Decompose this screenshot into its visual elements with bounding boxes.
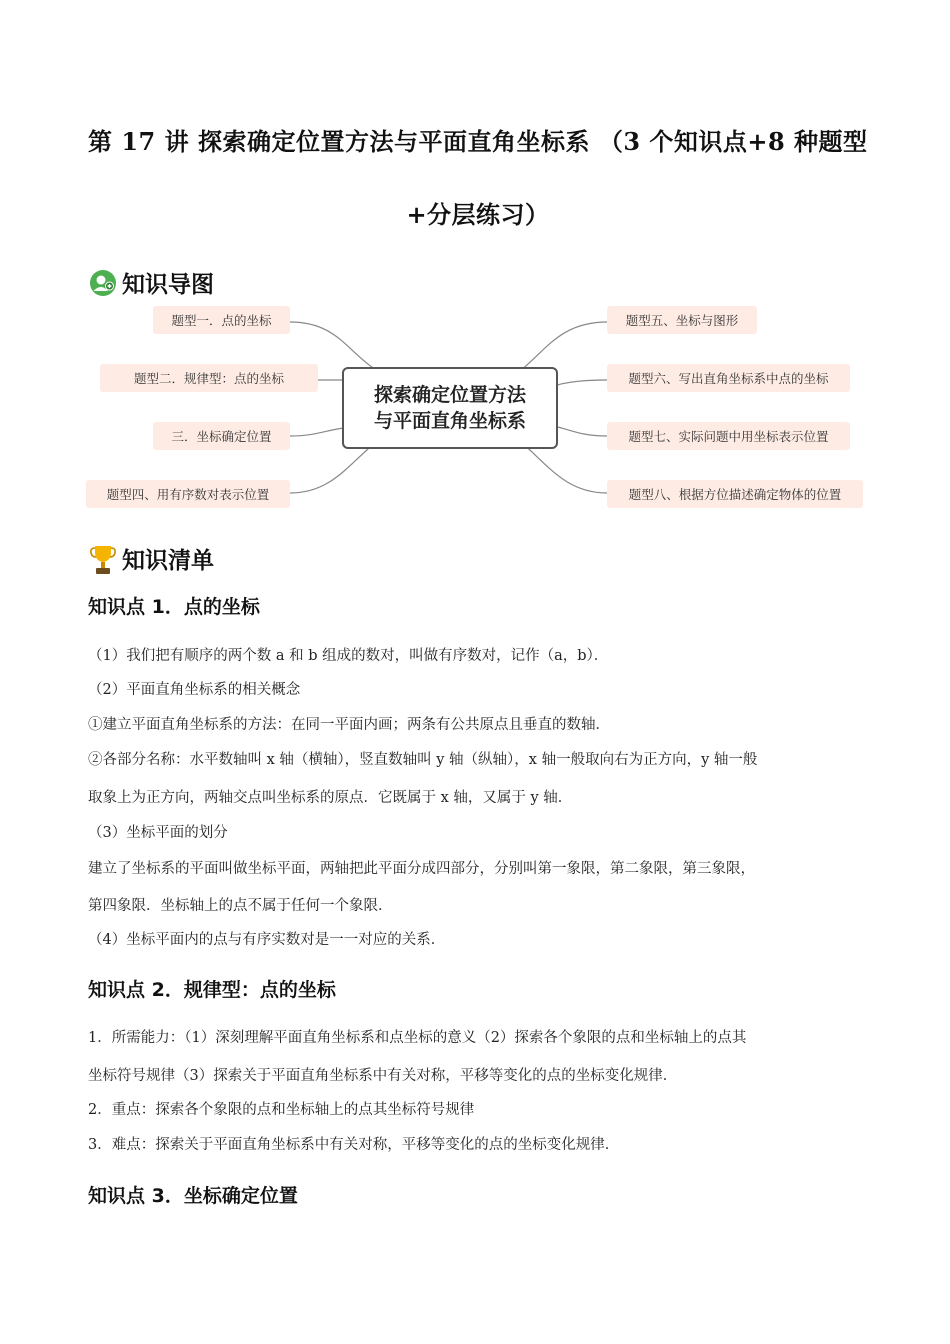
mindmap <box>86 300 866 520</box>
mindmap-node-right-2: 题型六、写出直角坐标系中点的坐标 <box>607 364 850 392</box>
kp2-line-3: 2．重点：探索各个象限的点和坐标轴上的点其坐标符号规律 <box>88 1102 475 1118</box>
mindmap-node-right-4: 题型八、根据方位描述确定物体的位置 <box>607 480 863 508</box>
kp1-line-1: （1）我们把有顺序的两个数 a 和 b 组成的数对，叫做有序数对，记作（a，b）． <box>88 648 609 664</box>
mindmap-node-right-3: 题型七、实际问题中用坐标表示位置 <box>607 422 850 450</box>
mindmap-node-left-1: 题型一．点的坐标 <box>153 306 290 334</box>
page-title-line-2: +分层练习） <box>406 200 550 229</box>
kp1-line-4: ②各部分名称：水平数轴叫 x 轴（横轴），竖直数轴叫 y 轴（纵轴），x 轴一般取向右为正方向，y 轴一般 <box>88 752 758 768</box>
mindmap-center-line-1: 探索确定位置方法 <box>373 384 526 406</box>
kp1-heading: 知识点 1．点的坐标 <box>88 596 260 618</box>
kp1-line-6: （3）坐标平面的划分 <box>88 825 228 841</box>
kp1-line-5: 取象上为正方向，两轴交点叫坐标系的原点．它既属于 x 轴，又属于 y 轴． <box>88 790 573 806</box>
mindmap-node-left-3: 三．坐标确定位置 <box>153 422 290 450</box>
kp1-line-3: ①建立平面直角坐标系的方法：在同一平面内画；两条有公共原点且垂直的数轴． <box>88 717 610 733</box>
kp1-line-2: （2）平面直角坐标系的相关概念 <box>88 682 301 698</box>
kp2-heading: 知识点 2．规律型：点的坐标 <box>88 979 336 1001</box>
trophy-icon <box>88 544 118 574</box>
kp3-heading: 知识点 3．坐标确定位置 <box>88 1185 298 1207</box>
mindmap-node-left-2: 题型二．规律型：点的坐标 <box>100 364 318 392</box>
kp1-line-8: 第四象限．坐标轴上的点不属于任何一个象限． <box>88 898 393 914</box>
mindmap-center-line-2: 与平面直角坐标系 <box>373 410 526 432</box>
mindmap-node-left-4: 题型四、用有序数对表示位置 <box>86 480 290 508</box>
mindmap-node-right-1: 题型五、坐标与图形 <box>607 306 757 334</box>
kp2-line-1: 1．所需能力：（1）深刻理解平面直角坐标系和点坐标的意义（2）探索各个象限的点和坐标轴上的点其 <box>88 1030 747 1046</box>
checklist-heading <box>88 542 214 575</box>
kp1-line-9: （4）坐标平面内的点与有序实数对是一一对应的关系． <box>88 932 446 948</box>
checklist-heading-text: 知识清单 <box>122 548 214 574</box>
page-title-line-1: 第 17 讲 探索确定位置方法与平面直角坐标系 （3 个知识点+8 种题型 <box>88 127 868 156</box>
kp1-line-7: 建立了坐标系的平面叫做坐标平面，两轴把此平面分成四部分，分别叫第一象限，第二象限，第三象限， <box>88 861 755 877</box>
kp2-line-2: 坐标符号规律（3）探索关于平面直角坐标系中有关对称，平移等变化的点的坐标变化规律． <box>88 1068 678 1084</box>
kp2-line-4: 3．难点：探索关于平面直角坐标系中有关对称，平移等变化的点的坐标变化规律． <box>88 1137 620 1153</box>
user-add-icon <box>88 268 118 298</box>
mindmap-center-topic <box>342 367 558 449</box>
mindmap-heading-text: 知识导图 <box>122 272 214 298</box>
mindmap-heading <box>88 266 214 299</box>
